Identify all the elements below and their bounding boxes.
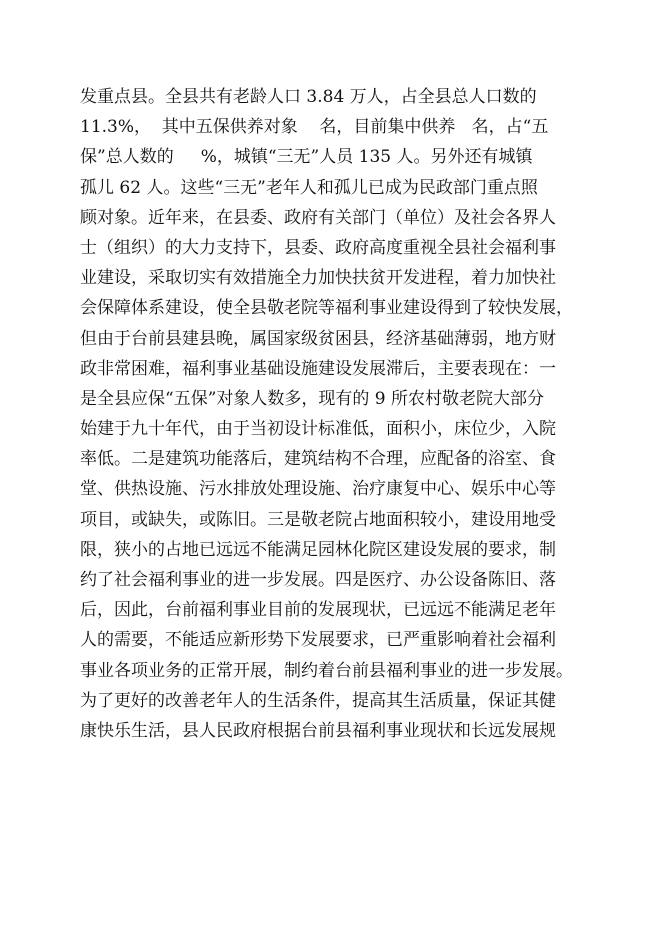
body-text xyxy=(80,82,600,746)
text-line: 保”总人数的 %，城镇“三无”人员 135 人。另外还有城镇 xyxy=(80,147,533,168)
text-line: 人的需要，不能适应新形势下发展要求，已严重影响着社会福利 xyxy=(80,630,556,651)
text-line: 后，因此，台前福利事业目前的发展现状，已远远不能满足老年 xyxy=(80,600,556,621)
text-line: 业建设，采取切实有效措施全力加快扶贫开发进程，着力加快社 xyxy=(80,268,556,289)
text-line: 孤儿 62 人。这些“三无”老年人和孤儿已成为民政部门重点照 xyxy=(80,177,538,198)
text-line: 限，狭小的占地已远远不能满足园林化院区建设发展的要求，制 xyxy=(80,539,556,560)
text-line: 为了更好的改善老年人的生活条件，提高其生活质量，保证其健 xyxy=(80,690,556,711)
text-line: 士（组织）的大力支持下，县委、政府高度重视全县社会福利事 xyxy=(80,237,556,258)
text-line: 11.3%， 其中五保供养对象 名，目前集中供养 名，占“五 xyxy=(80,117,549,138)
text-line: 率低。二是建筑功能落后，建筑结构不合理，应配备的浴室、食 xyxy=(80,449,556,470)
text-line: 约了社会福利事业的进一步发展。四是医疗、办公设备陈旧、落 xyxy=(80,570,556,590)
text-line: 但由于台前县建县晚，属国家级贫困县，经济基础薄弱，地方财 xyxy=(80,328,556,349)
text-line: 康快乐生活，县人民政府根据台前县福利事业现状和长远发展规 xyxy=(80,720,556,741)
text-line: 是全县应保“五保”对象人数多，现有的 9 所农村敬老院大部分 xyxy=(80,388,545,409)
text-line: 事业各项业务的正常开展，制约着台前县福利事业的进一步发展。 xyxy=(80,660,573,681)
text-line: 项目，或缺失，或陈旧。三是敬老院占地面积较小，建设用地受 xyxy=(80,509,556,530)
text-line: 堂、供热设施、污水排放处理设施、治疗康复中心、娱乐中心等 xyxy=(80,479,556,500)
text-line: 顾对象。近年来，在县委、政府有关部门（单位）及社会各界人 xyxy=(80,207,556,228)
text-line: 会保障体系建设，使全县敬老院等福利事业建设得到了较快发展， xyxy=(80,298,573,319)
text-line: 始建于九十年代，由于当初设计标准低，面积小，床位少，入院 xyxy=(80,419,556,440)
text-line: 发重点县。全县共有老龄人口 3.84 万人，占全县总人口数的 xyxy=(80,87,537,107)
text-line: 政非常困难，福利事业基础设施建设发展滞后，主要表现在：一 xyxy=(80,358,556,379)
